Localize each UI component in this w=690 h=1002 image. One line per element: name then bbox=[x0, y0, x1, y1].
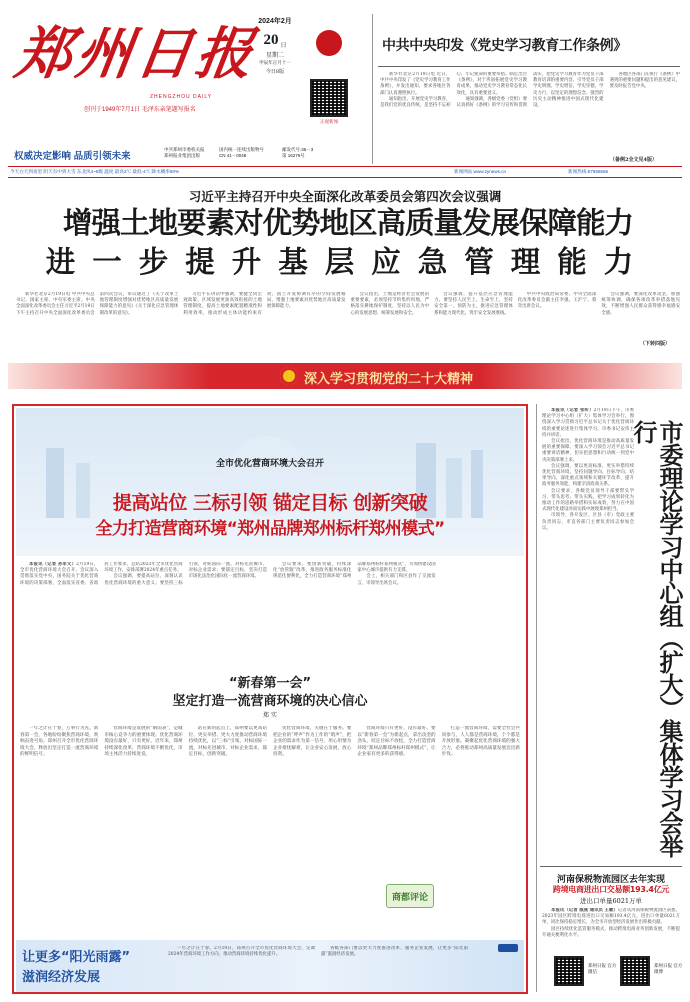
trade-byline: 本报讯（记者 威燕 通讯员 王敏） bbox=[551, 908, 618, 913]
publisher-info bbox=[164, 147, 205, 159]
date-lunar: 甲辰年正月十一 bbox=[259, 61, 291, 66]
top-story-body: 新华社北京2月19日电 近日，中共中央印发了《党史学习教育工作条例》，并发出通知，要求各地区各部门认真遵照执行。 通知指出，开展党史学习教育，是我们党的优良传统，是坚持不忘初心、牢记使命的重要举措。制定出台《条例》，对于巩固拓展党史学习教育成果，推动党史学习教育常态化长效化，具有重要意义。 通知强调，各级党委（党组）要认真抓好《条例》的学习宣传和贯彻落实，把党史学习教育作为党员干部教育培训的重要内容，引导党员干部学史明理、学史增信、学史崇德、学史力行，以坚定的理想信念、强烈的历史主动精神推进中国式现代化建设。 各地区各部门在执行《条例》中遇到的重要问题和提出的意见建议，要及时报告党中央。 bbox=[380, 72, 680, 109]
date-year-month: 2024年2月 bbox=[258, 18, 292, 25]
right-story-title[interactable]: 市委理论学习中心组（扩大）集体学习会举行 bbox=[629, 420, 683, 857]
publisher-line: 郑州报业集团出版 bbox=[164, 153, 200, 158]
weibo-qr-code[interactable] bbox=[620, 956, 650, 986]
weather-strip bbox=[8, 166, 682, 178]
issn-info bbox=[219, 147, 264, 159]
trade-title-2[interactable]: 跨境电商进出口交易额193.4亿元 bbox=[552, 885, 670, 894]
website-text[interactable]: 新闻网站:www.zynews.cn bbox=[454, 169, 507, 174]
postal-line: 邮发代号:35－3 bbox=[282, 147, 314, 152]
wechat-qr-caption: 郑州日报 官方微信 bbox=[588, 964, 617, 975]
top-story-title[interactable]: 中共中央印发《党史学习教育工作条例》 bbox=[382, 38, 627, 54]
date-day: 20 bbox=[263, 32, 279, 48]
issn-line: CN 41－0048 bbox=[219, 153, 247, 158]
publisher-line: 中共郑州市委机关报 bbox=[164, 147, 205, 152]
lead-headline-1[interactable]: 增强土地要素对优势地区高质量发展保障能力 bbox=[62, 206, 633, 240]
info-bar bbox=[14, 146, 369, 166]
date-weekday: 星期二 bbox=[265, 52, 284, 59]
lead-headline-2[interactable]: 进一步提升基层应急管理能力 bbox=[45, 245, 651, 279]
postal-info bbox=[282, 147, 313, 159]
commentary-title-2[interactable]: 坚定打造一流营商环境的决心信心 bbox=[172, 694, 368, 709]
promo-body: 一年之计在于春。2月19日，郑州召开全市优化营商环境大会，定调2024年营商环境工作方向，推动营商环境持续优化提升。 各级各部门要以更大力度推进改革，服务企业发展，让更多“阳光雨露”滋润经济发展。 bbox=[168, 946, 468, 958]
commentary-column-badge bbox=[386, 884, 434, 908]
promo-title-2[interactable]: 滋润经济发展 bbox=[22, 970, 101, 985]
issn-line: 国内统一连续出版物号 bbox=[219, 147, 264, 152]
edition-pages: 今日8版 bbox=[265, 69, 285, 75]
lead-kicker: 习近平主持召开中央全面深化改革委员会第四次会议强调 bbox=[188, 189, 502, 204]
postal-line: 第 16276号 bbox=[282, 153, 305, 158]
trade-body: 本报讯（记者 威燕 通讯员 王敏）记者从河南保税物流园区获悉，2023年园区跨境电商进出口交易额193.4亿元，进出口单量6021万单，同比保持稳定增长，为全市开放型经济发展作出积极贡献。 园区持续优化监管服务模式，推动跨境电商业务创新发展，不断提升通关便利化水平。 bbox=[542, 908, 680, 938]
founding-note: 创刊于1949年7月1日 毛泽东亲笔题写报名 bbox=[84, 107, 196, 113]
feature-headline-2[interactable]: 全力打造营商环境“郑州品牌郑州标杆郑州模式” bbox=[95, 519, 445, 539]
commentary-badge-text: 商都评论 bbox=[391, 893, 428, 903]
feature-kicker: 全市优化营商环境大会召开 bbox=[215, 459, 324, 469]
trade-title-1[interactable]: 河南保税物流园区去年实现 bbox=[556, 875, 665, 885]
wechat-qr-code[interactable] bbox=[554, 956, 584, 986]
app-logo-icon bbox=[316, 30, 342, 56]
theme-banner-text: 深入学习贯彻党的二十大精神 bbox=[304, 372, 474, 387]
party-emblem-icon bbox=[280, 367, 298, 385]
weather-text: 今天白天到夜里 阴天有中到大雪 东北风4~5级 温度 最高3℃ 最低-4℃ 降水概率80% bbox=[10, 169, 180, 174]
lead-continue[interactable]: （下转四版） bbox=[640, 341, 671, 347]
slogan: 权威决定影响 品质引领未来 bbox=[14, 151, 131, 162]
commentary-body: 一年之计在于春，万事行为先。新春第一会，各地纷纷聚焦营商环境，吹响奋进号角。郑州召开全市优化营商环境大会，释放出坚定打造一流营商环境的鲜明信号。 营商环境是发展的“晴雨表”，是城市核心竞争力的重要体现。优化营商环境没有最好，只有更好。近年来，郑州持续深化改革，营商环境不断优化，市场主体活力持续迸发。 站在新的起点上，郑州要以更高站位、更实举措、更大力度推动营商环境持续优化，以“三标”引领，对标国际一流，对标先进城市，对标企业需求，锚定目标，创新突破。 优化营商环境，关键在于服务。要把企业的“呼声”作为工作的“哨声”，把企业的需求作为第一信号，用心用情为企业排忧解难，让企业安心发展、放心投资。 营商环境只有更好，没有最好。要以“新春第一会”为新起点，拿出攻坚的劲头，咬定目标不放松，全力打造营商环境“郑州品牌郑州标杆郑州模式”，让企业家有更多的获得感。 打造一流营商环境，需要全社会共同参与，人人都是营商环境，个个都是开放形象。凝聚起优化营商环境的强大合力，必将推动郑州高质量发展迈出新步伐。 bbox=[20, 726, 520, 758]
promo-block bbox=[16, 940, 524, 992]
theme-banner bbox=[8, 363, 682, 389]
newspaper-logo: 郑州日报 bbox=[11, 21, 261, 87]
date-day-suffix: 日 bbox=[280, 42, 287, 49]
right-story-byline: 本报讯（记者 张昕） bbox=[551, 408, 594, 413]
right-story-body: 本报讯（记者 张昕）2月19日下午，市委理论学习中心组（扩大）集体学习会举行，围绕深入学习贯彻习近平总书记关于优化营商环境的重要论述进行集体学习。市委书记安伟主持并讲话。 会议指出，优化营商环境是推动高质量发展的重要保障。要深入学习领会习近平总书记重要讲话精神，切实把思想和行动统一到党中央决策部署上来。 会议强调，要以更高标准、更实举措持续优化营商环境，坚持问题导向、目标导向、结果导向，深化重点领域和关键环节改革，提升政务服务效能，构建亲清政商关系。 会议要求，各级党员领导干部要带头学习、带头思考、带头实践，把学习成果转化为推动工作的思路举措和实际成效，努力在中国式现代化建设河南实践中展现郑州担当。 市领导，各开发区、区县（市）党政主要负责同志，市直各部门主要负责同志参加会议。 bbox=[542, 408, 634, 531]
commentary-author: 郑 实 bbox=[263, 712, 277, 719]
commentary-title-1[interactable]: “新春第一会” bbox=[228, 676, 312, 691]
top-story-continue[interactable]: （备例2全文见4版） bbox=[610, 157, 657, 163]
feature-header bbox=[16, 408, 524, 556]
date-block bbox=[250, 16, 300, 126]
feature-headline-1[interactable]: 提高站位 三标引领 锚定目标 创新突破 bbox=[112, 492, 428, 514]
masthead-qr-code[interactable] bbox=[310, 79, 348, 117]
masthead-qr-caption: 正观新闻 bbox=[320, 120, 338, 125]
hotline-text: 新闻热线:67655555 bbox=[568, 169, 609, 174]
promo-tag-icon bbox=[498, 944, 518, 952]
feature-byline: 本报讯（记者 孙军文） bbox=[29, 562, 77, 567]
weibo-qr-caption: 郑州日报 官方微博 bbox=[654, 964, 683, 975]
feature-body: 本报讯（记者 孙军文）2月19日，全市优化营商环境大会召开。会议深入贯彻落实党中央、国务院关于优化营商环境的决策部署，全面落实省委、省政府工作要求，总结2023年全市优化营商环境工作，安排部署2024年重点任务。 会议强调，要提高站位，深刻认识优化营商环境的重大意义；要坚持三标引领，对标国际一流、对标先进城市、对标企业需求；要锚定目标，坚决打造市场化法治化国际化一流营商环境。 会议要求，要创新突破，持续深化“放管服”改革，推进政务服务标准化规范化便利化，全力打造营商环境“郑州品牌郑州标杆郑州模式”，为加快建设国家中心城市提供有力支撑。 会上，相关部门和区县作了交流发言，市领导出席会议。 bbox=[20, 562, 436, 586]
newspaper-pinyin: ZHENGZHOU DAILY bbox=[150, 94, 213, 100]
trade-subtitle: 进出口单量6021万单 bbox=[579, 897, 643, 905]
lead-body: 新华社北京2月19日电 中共中央总书记、国家主席、中央军委主席、中央全面深化改革委员会主任习近平2月19日下午主持召开中央全面深化改革委员会第四次会议，审议通过了《关于改革土地管理制度增强对优势地区高质量发展保障能力的意见》《关于深化应急管理体制改革的意见》。 习近平在讲话中强调，要健全同宏观政策、区域发展更加高效衔接的土地管理制度，提高土地要素配置精准性和利用效率，推动形成主体功能约束有效、国土开发协调有序的空间发展格局，增强土地要素对优势地区高质量发展保障能力。 会议指出，土地是经济社会发展的重要要素，必须坚持节约集约用地，严格落实耕地保护制度，坚持以人民为中心的发展思想，统筹发展和安全。 会议强调，提升基层应急管理能力，要坚持人民至上、生命至上，坚持安全第一、预防为主，推进应急管理体系和能力现代化，筑牢安全发展底线。 中共中央政治局常委、中央全面深化改革委员会副主任李强、王沪宁、蔡奇出席会议。 会议强调，要深化改革攻坚，加强统筹协调，确保各项改革举措落地见效，不断增强人民群众获得感幸福感安全感。 bbox=[16, 292, 680, 316]
promo-title-1[interactable]: 让更多“阳光雨露” bbox=[22, 950, 131, 965]
